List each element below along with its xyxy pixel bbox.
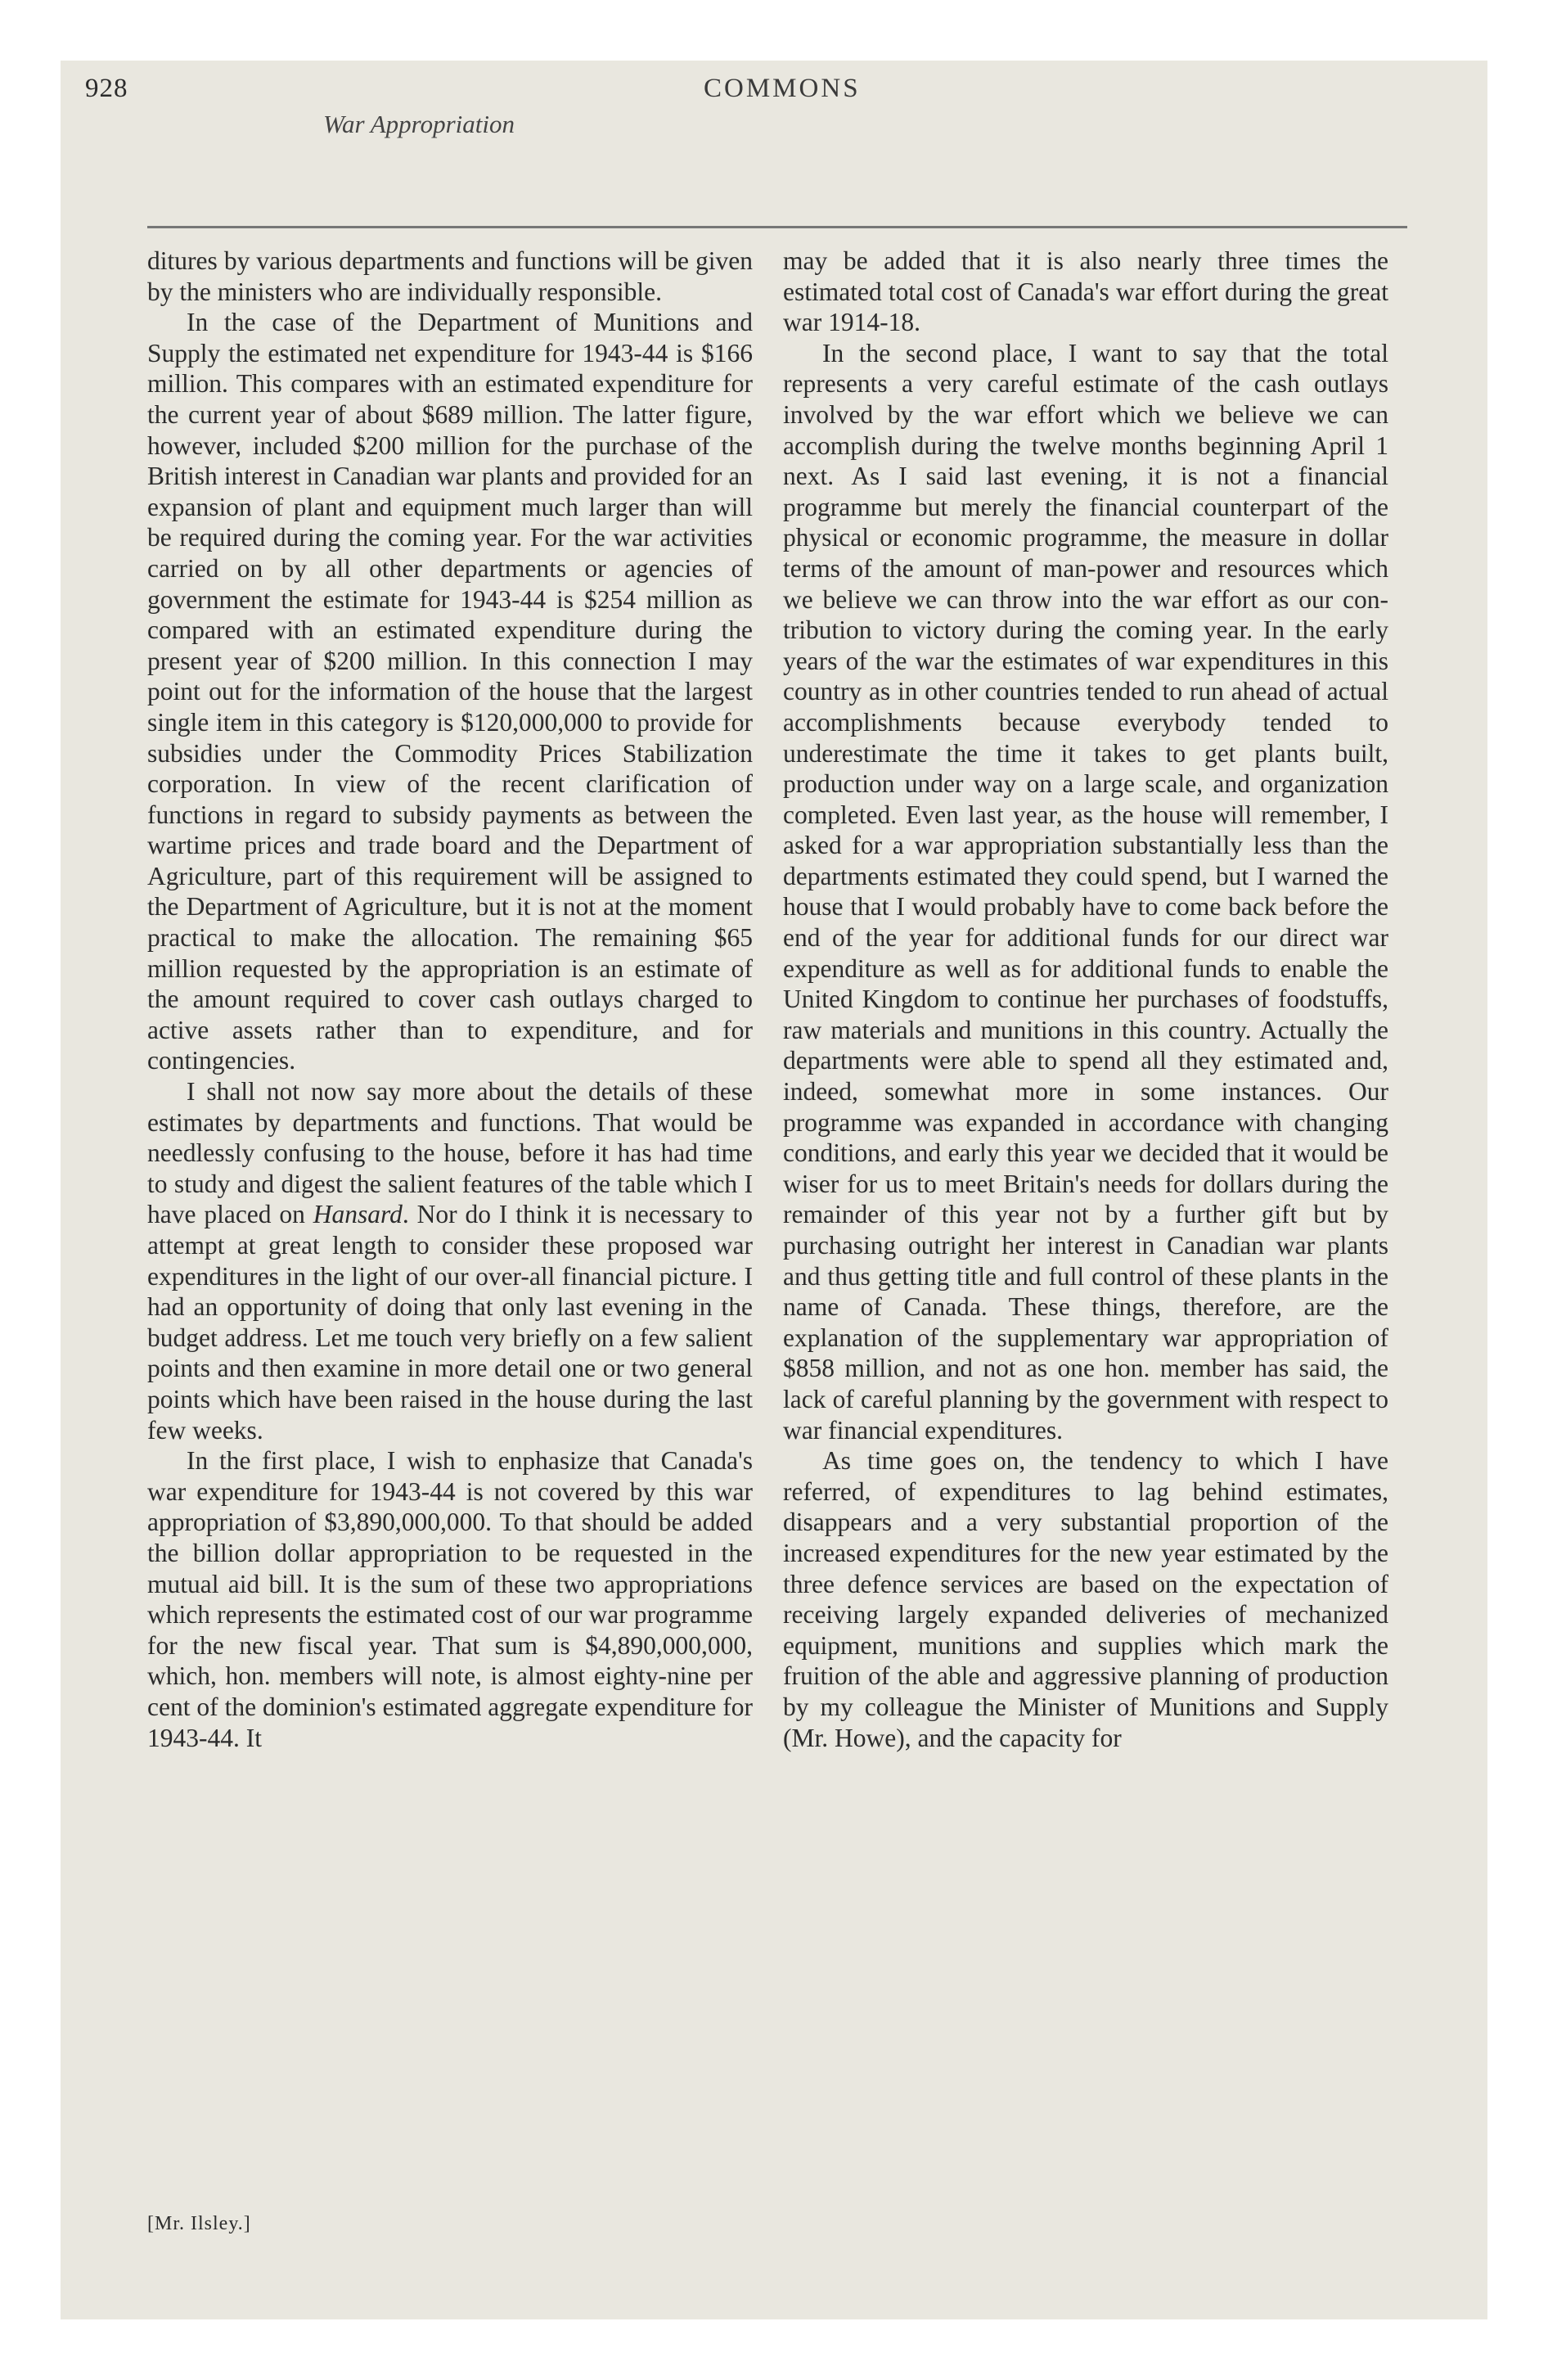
speaker-tag: [Mr. Ilsley.]	[147, 2213, 251, 2234]
hansard-italic: Hansard	[313, 1200, 403, 1229]
paragraph: As time goes on, the tendency to which I have referred, of expenditures to lag behind estimates, disappears and a very substantial proportion of the increased expenditures for the new year estimated by the three defence services are based on the expectation of receiving largely expanded deliveries of mechanized equipment, munitions and supplies which mark the fruition of the able and aggressive planning of production by my colleague the Minister of Munitions and Supply (Mr. Howe), and the capacity for	[783, 1446, 1388, 1752]
paragraph: ditures by various departments and functions will be given by the ministers who are individually responsible.	[147, 246, 753, 306]
header-rule	[147, 226, 1407, 228]
page-number: 928	[85, 74, 128, 103]
page-header	[82, 74, 1407, 147]
section-title: War Appropriation	[323, 110, 515, 138]
paragraph-text: I shall not now say more about the details of these estimates by departments and functions. That would be needlessly confusing to the house, before it has had time to study and digest the salient features of the table which I have placed on	[147, 1077, 753, 1229]
paragraph: In the case of the Department of Munitions and Supply the estimated net expenditure for 1943-44 is $166 million. This compares with an estimated expenditure for the current year of about $689 million. The latter figure, however, included $200 million for the purchase of the British interest in Canadian war plants and provided for an expansion of plant and equipment much larger than will be required during the coming year. For the war activities carried on by all other departments or agencies of government the estimate for 1943-44 is $254 million as compared with an estimated expenditure during the present year of $200 million. In this connection I may point out for the information of the house that the largest single item in this category is $120,000,000 to provide for subsidies under the Commodity Prices Stabilization corporation. In view of the recent clarification of functions in regard to subsidy payments as between the wartime prices and trade board and the Department of Agriculture, part of this requirement will be assigned to the Department of Agriculture, but it is not at the moment practical to make the allocation. The remaining $65 million requested by the appropriation is an estimate of the amount required to cover cash outlays charged to active assets rather than to expenditure, and for contingencies.	[147, 308, 753, 1075]
house-name: COMMONS	[704, 74, 861, 103]
paragraph: In the first place, I wish to enphasize that Canada's war expenditure for 1943-44 is not covered by this war appropriation of $3,890,000,000. To that should be added the billion dollar appropriation to be requested in the mutual aid bill. It is the sum of these two appropriations which represents the estimated cost of our war programme for the new fiscal year. That sum is $4,890,000,000, which, hon. members will note, is almost eighty-nine per cent of the dominion's estimated aggregate expenditure for 1943-44. It	[147, 1446, 753, 1752]
right-column	[783, 246, 1388, 1753]
paragraph-text: . Nor do I think it is necessary to attempt at great length to consider these proposed war expenditures in the light of our over-all financial picture. I had an opportunity of doing that only last evening in the budget address. Let me touch very briefly on a few salient points and then examine in more detail one or two general points which have been raised in the house during the last few weeks.	[147, 1200, 753, 1445]
paragraph: In the second place, I want to say that the total represents a very careful estimate of the cash outlays involved by the war effort which we believe we can accomplish during the twelve months beginning April 1 next. As I said last evening, it is not a financial programme but merely the financial counterpart of the physical or economic programme, the measure in dollar terms of the amount of man-power and resources which we believe we can throw into the war effort as our contribution to victory during the coming year. In the early years of the war the estimates of war expenditures in this country as in other countries tended to run ahead of actual accomplishments because everybody tended to underestimate the time it takes to get plants built, production under way on a large scale, and organization completed. Even last year, as the house will remember, I asked for a war appropriation substantially less than the departments estimated they could spend, but I warned the house that I would probably have to come back before the end of the year for additional funds for our direct war expenditure as well as for additional funds to enable the United Kingdom to continue her purchases of foodstuffs, raw materials and munitions in this country. Actually the departments were able to spend all they estimated and, indeed, somewhat more in some instances. Our programme was expanded in accordance with changing conditions, and early this year we decided that it would be wiser for us to meet Britain's needs for dollars during the remainder of this year not by a further gift but by purchasing outright her interest in Canadian war plants and thus getting title and full control of these plants in the name of Canada. These things, therefore, are the explanation of the supplementary war appropriation of $858 million, and not as one hon. member has said, the lack of careful planning by the government with respect to war financial expenditures.	[783, 338, 1388, 1445]
paragraph	[147, 1076, 753, 1445]
left-column	[147, 246, 753, 1753]
paragraph: may be added that it is also nearly three times the estimated total cost of Canada's war effort during the great war 1914-18.	[783, 246, 1388, 337]
